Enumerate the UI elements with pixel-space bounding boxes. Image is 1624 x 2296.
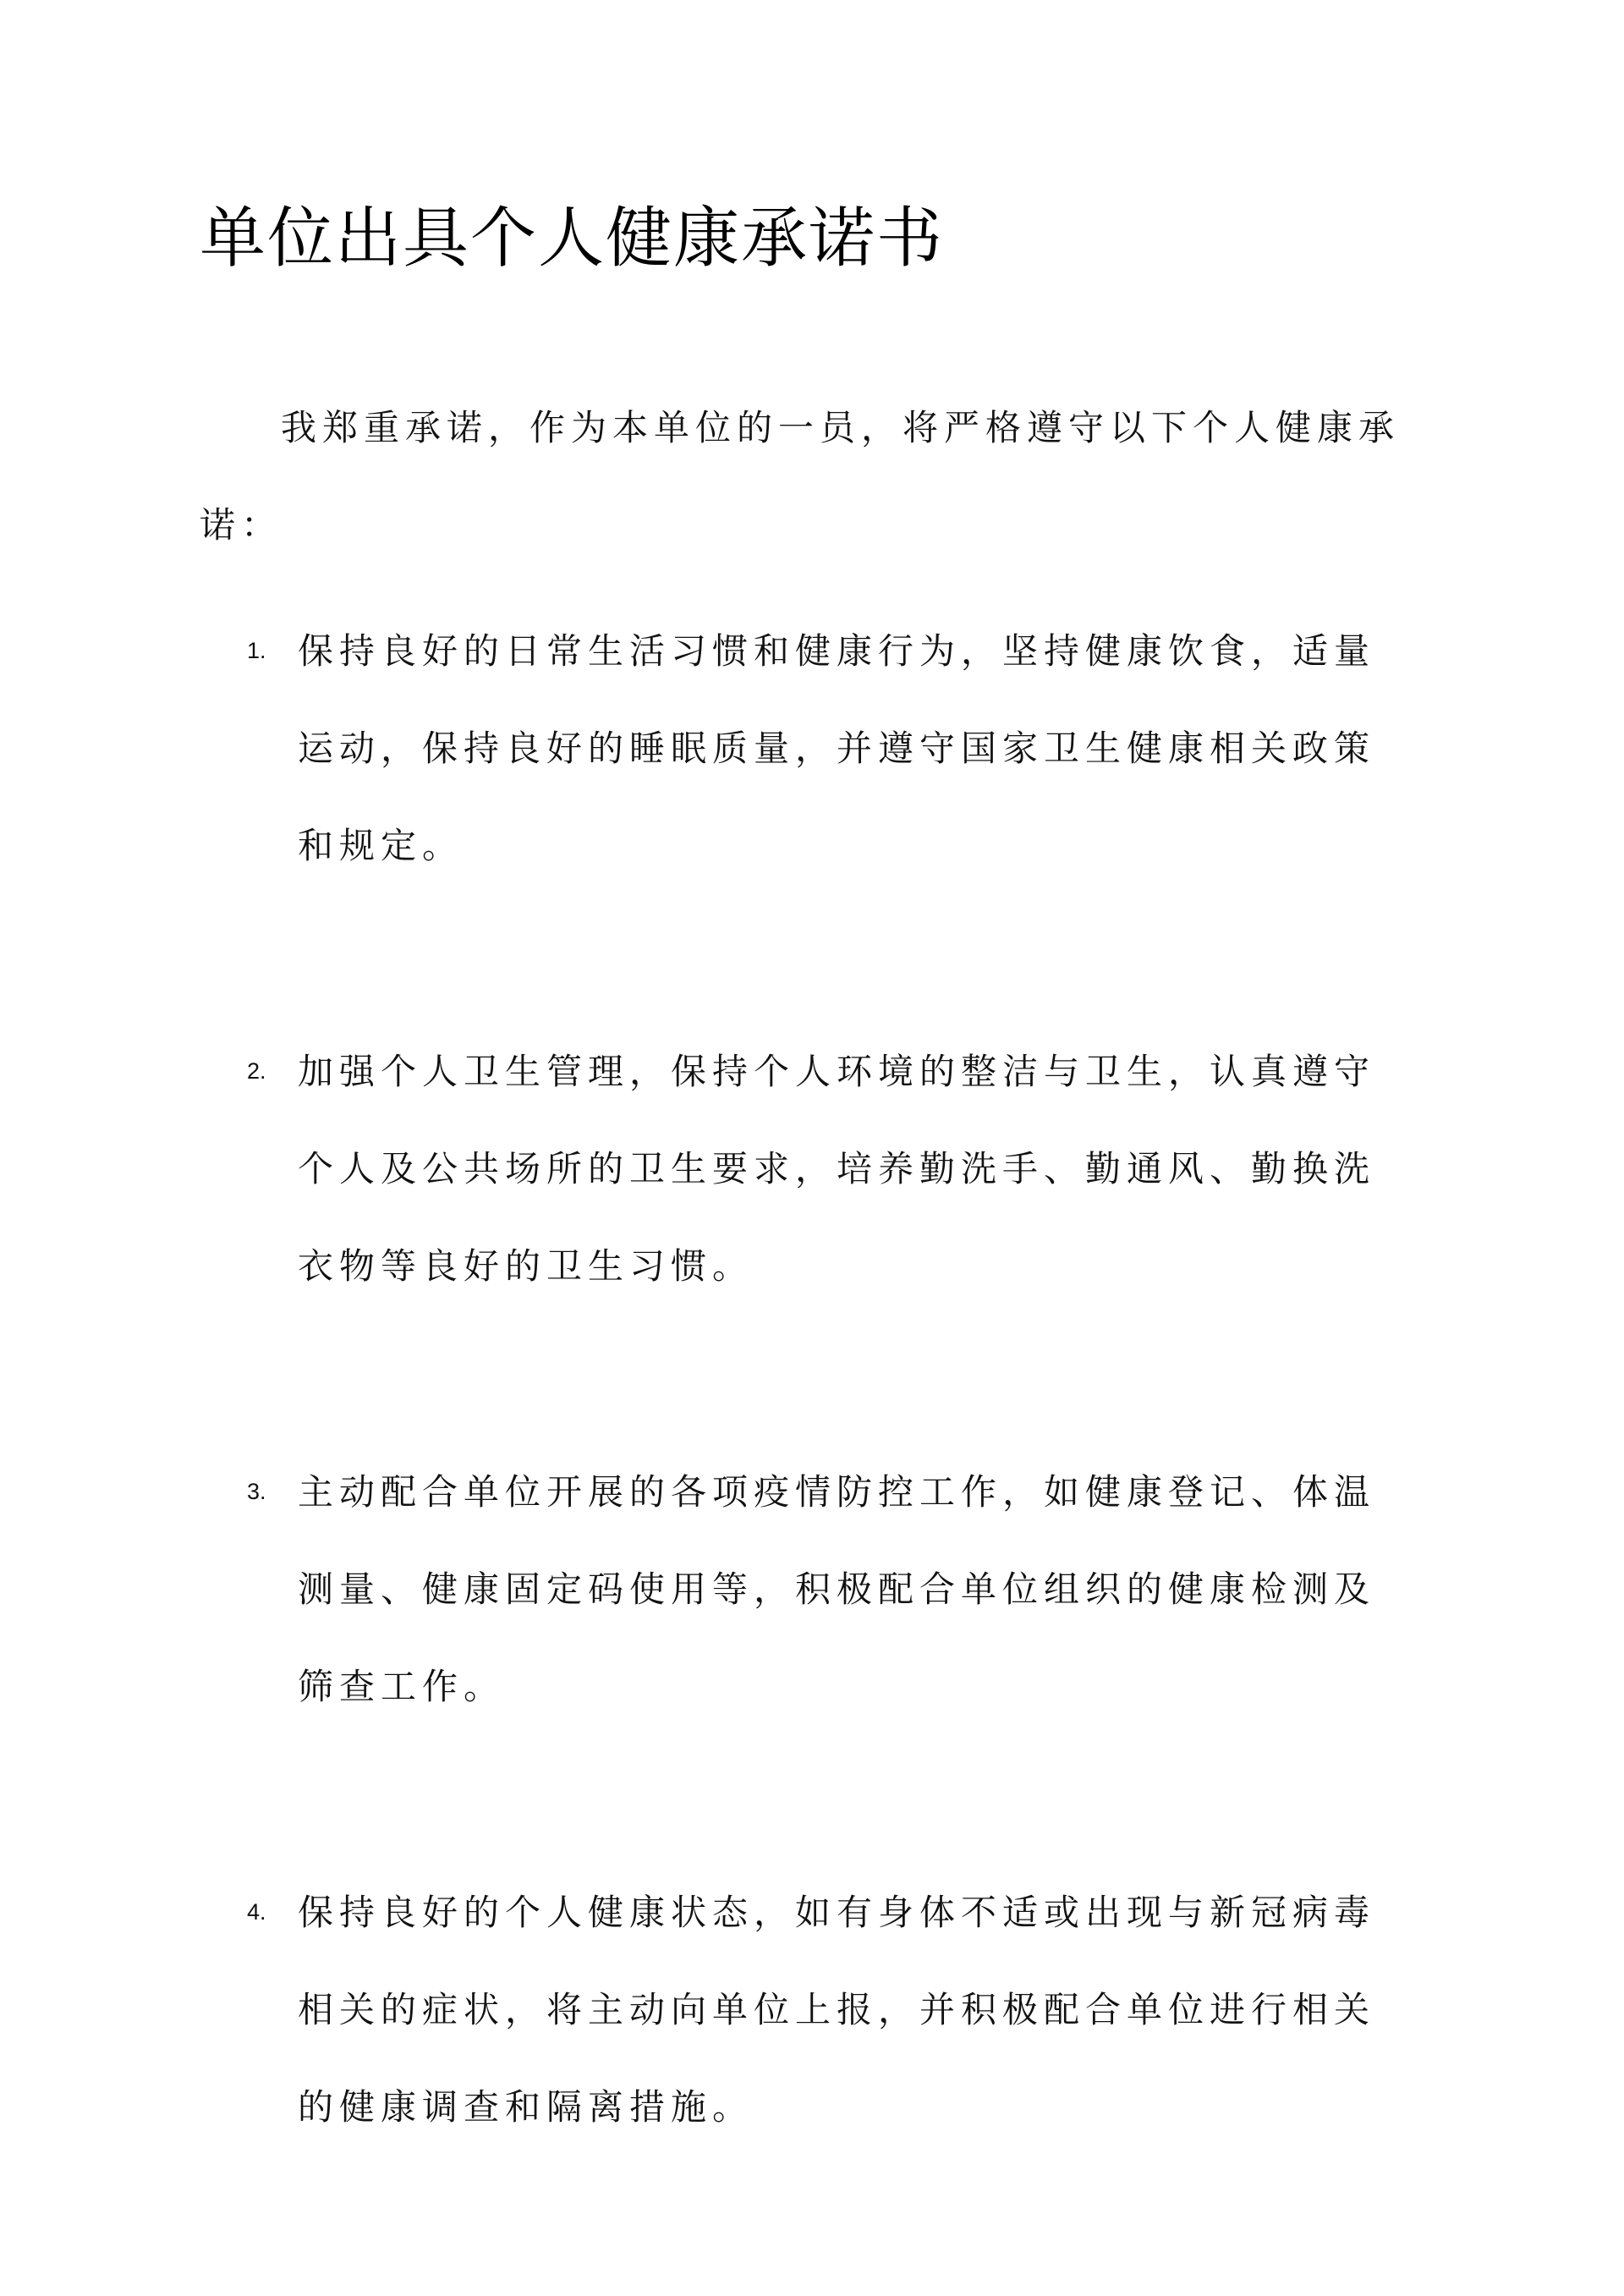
promise-item-4: [200, 1864, 1397, 2156]
promise-text: 保持良好的个人健康状态，如有身体不适或出现与新冠病毒相关的症状，将主动向单位上报，并积极配合单位进行相关的健康调查和隔离措施。: [298, 1892, 1376, 2128]
intro-paragraph: 我郑重承诺，作为本单位的一员，将严格遵守以下个人健康承诺：: [200, 407, 1401, 546]
promise-item-3: [200, 1443, 1397, 1735]
promise-number: 1.: [247, 638, 266, 663]
promise-item-2: [200, 1023, 1397, 1315]
promise-number: 2.: [247, 1058, 266, 1084]
promise-item-1: [200, 602, 1397, 894]
promise-number: 4.: [247, 1899, 266, 1925]
promise-list: [200, 602, 1435, 2156]
promise-text: 保持良好的日常生活习惯和健康行为，坚持健康饮食，适量运动，保持良好的睡眠质量，并遵守国家卫生健康相关政策和规定。: [298, 630, 1376, 866]
promise-number: 3.: [247, 1479, 266, 1504]
promise-text: 主动配合单位开展的各项疫情防控工作，如健康登记、体温测量、健康固定码使用等，积极配合单位组织的健康检测及筛查工作。: [298, 1471, 1376, 1707]
promise-text: 加强个人卫生管理，保持个人环境的整洁与卫生，认真遵守个人及公共场所的卫生要求，培养勤洗手、勤通风、勤换洗衣物等良好的卫生习惯。: [298, 1051, 1376, 1287]
document-title: 单位出具个人健康承诺书: [200, 200, 945, 277]
